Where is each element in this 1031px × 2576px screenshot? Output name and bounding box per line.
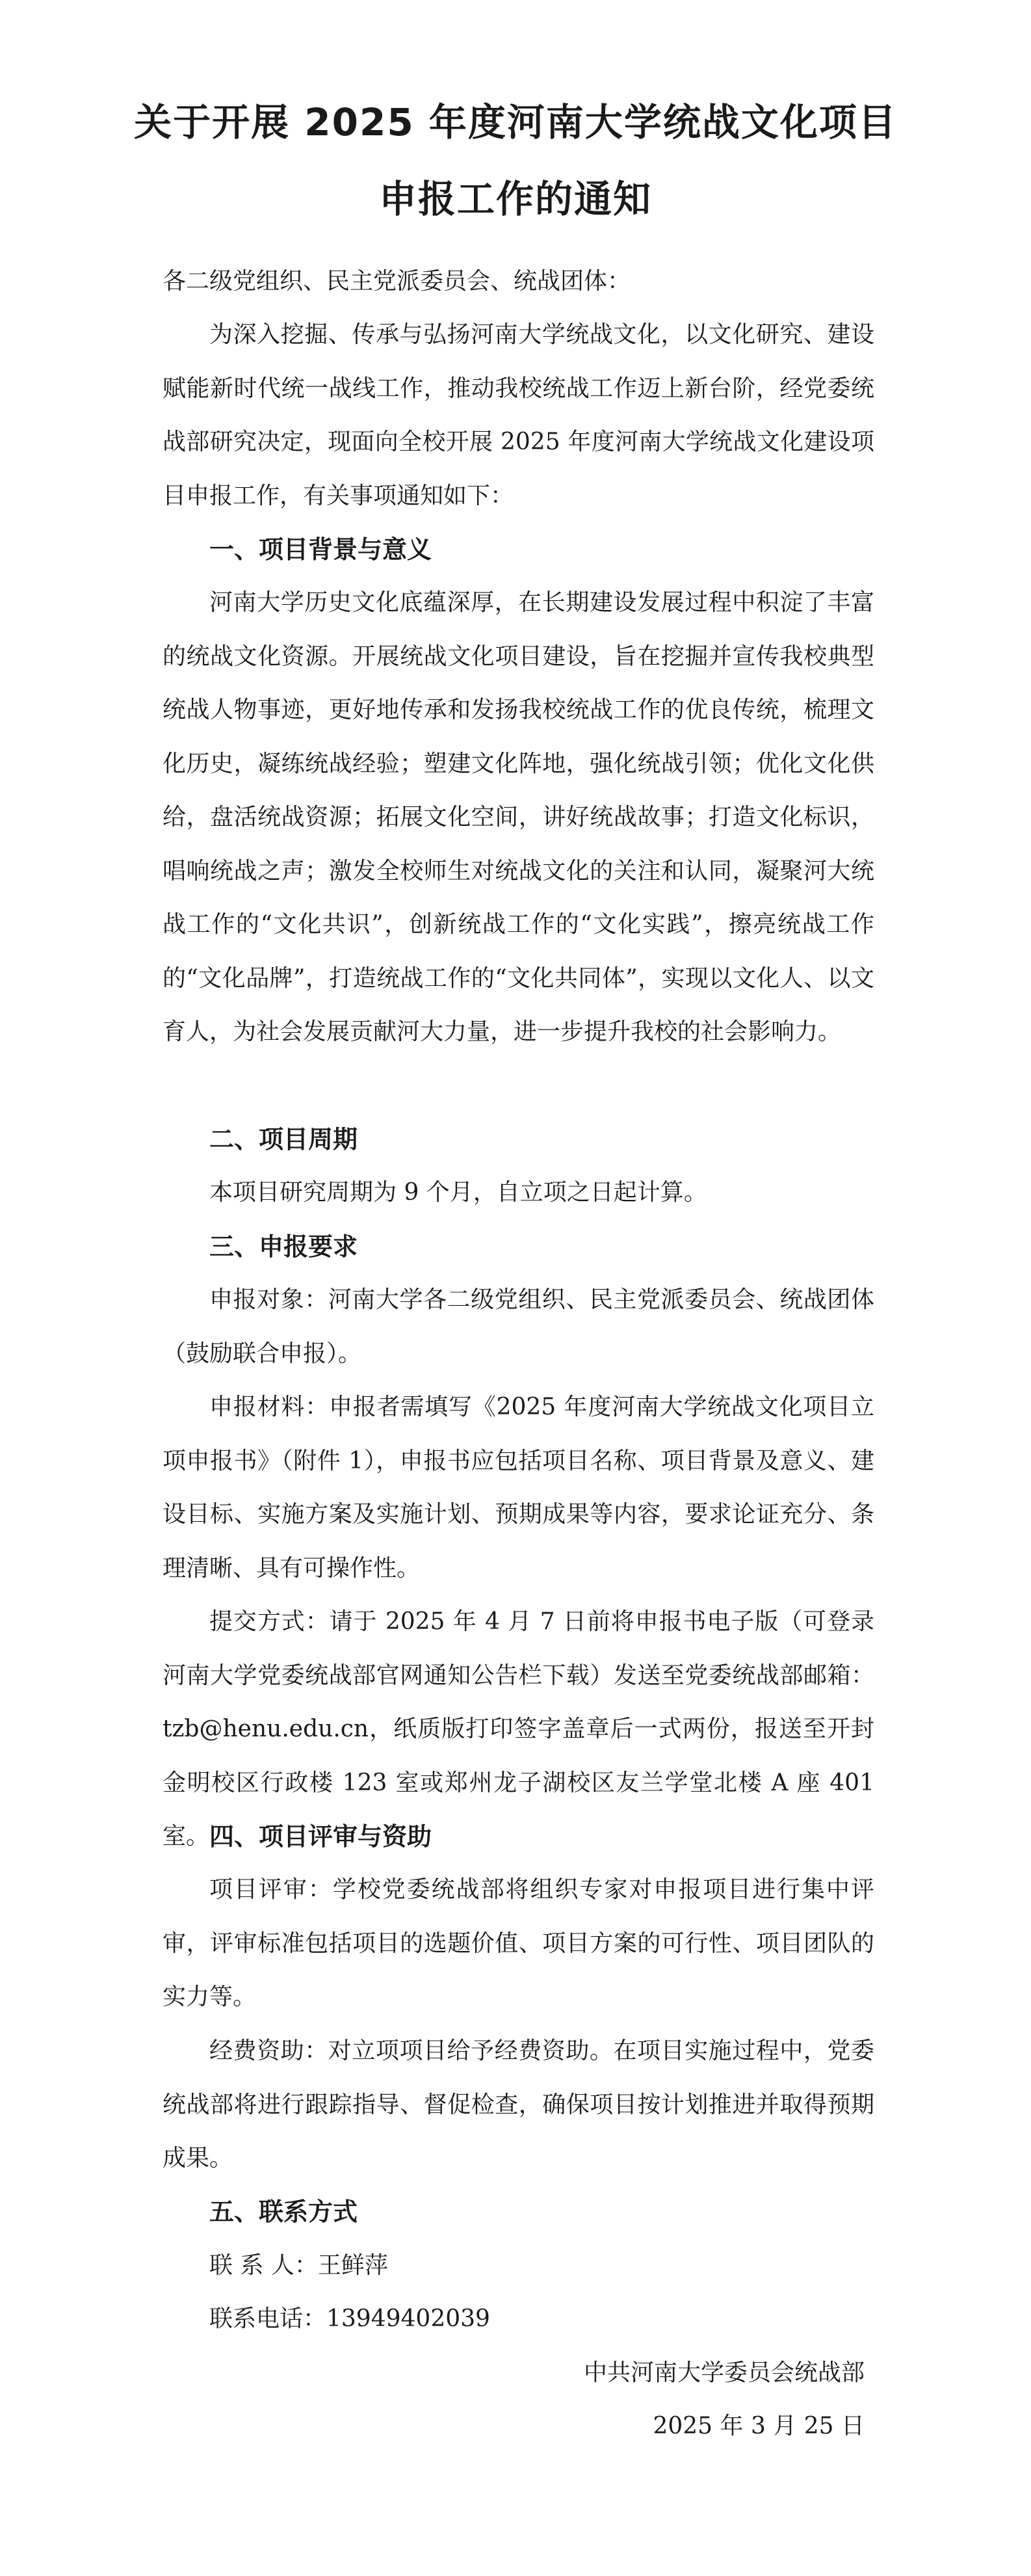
requirements-submission-paragraph: 提交方式：请于 2025 年 4 月 7 日前将申报书电子版（可登录河南大学党委统战部官网通知公告栏下载）发送至党委统战部邮箱：tzb@henu.edu.cn，纸质版打印签字盖章后一式两份，报送至开封金明校区行政楼 123 室或郑州龙子湖校区友兰学堂北楼 A 座 401 室。 [163, 1608, 874, 1850]
document-title-line-2: 申报工作的通知 [378, 177, 652, 221]
document-title-line-1: 关于开展 2025 年度河南大学统战文化项目 [134, 100, 897, 144]
contact-person: 联 系 人：王鲜萍 [209, 2252, 388, 2279]
section-funding-body [163, 2025, 874, 2186]
section-background-body [163, 576, 874, 1059]
section-heading-contact: 五、联系方式 [209, 2198, 358, 2226]
salutation: 各二级党组织、民主党派委员会、统战团体： [163, 268, 631, 295]
signature-date: 2025 年 3 月 25 日 [653, 2413, 865, 2439]
signature-organization: 中共河南大学委员会统战部 [583, 2359, 865, 2386]
requirements-target-paragraph: 申报对象：河南大学各二级党组织、民主党派委员会、统战团体（鼓励联合申报）。 [163, 1286, 874, 1367]
section-heading-review: 四、项目评审与资助 [209, 1822, 432, 1851]
background-paragraph: 河南大学历史文化底蕴深厚，在长期建设发展过程中积淀了丰富的统战文化资源。开展统战文化项目建设，旨在挖掘并宣传我校典型统战人物事迹，更好地传承和发扬我校统战工作的优良传统，梳理文化历史，凝练统战经验；塑建文化阵地，强化统战引领；优化文化供给，盘活统战资源；拓展文化空间，讲好统战故事；打造文化标识，唱响统战之声；激发全校师生对统战文化的关注和认同，凝聚河大统战工作的“文化共识”，创新统战工作的“文化实践”，擦亮统战工作的“文化品牌”，打造统战工作的“文化共同体”，实现以文化人、以文育人，为社会发展贡献河大力量，进一步提升我校的社会影响力。 [163, 589, 874, 1045]
section-requirements-body [163, 1273, 874, 1381]
review-paragraph: 项目评审：学校党委统战部将组织专家对申报项目进行集中评审，评审标准包括项目的选题价值、项目方案的可行性、项目团队的实力等。 [163, 1876, 874, 2010]
contact-phone: 联系电话：13949402039 [209, 2305, 490, 2332]
period-paragraph: 本项目研究周期为 9 个月，自立项之日起计算。 [209, 1179, 707, 1206]
section-review-body [163, 1863, 874, 2025]
intro-paragraph: 为深入挖掘、传承与弘扬河南大学统战文化，以文化研究、建设赋能新时代统一战线工作，推动我校统战工作迈上新台阶，经党委统战部研究决定，现面向全校开展 2025 年度河南大学统战文化建设项目申报工作，有关事项通知如下： [163, 321, 874, 509]
funding-paragraph: 经费资助：对立项项目给予经费资助。在项目实施过程中，党委统战部将进行跟踪指导、督促检查，确保项目按计划推进并取得预期成果。 [163, 2038, 874, 2171]
section-period-body [163, 1166, 874, 1220]
requirements-materials-paragraph: 申报材料：申报者需填写《2025 年度河南大学统战文化项目立项申报书》（附件 1），申报书应包括项目名称、项目背景及意义、建设目标、实施方案及实施计划、预期成果等内容，要求论证充分、条理清晰、具有可操作性。 [163, 1394, 874, 1582]
intro-block [163, 308, 874, 523]
section-requirements-materials [163, 1381, 874, 1595]
section-heading-requirements: 三、申报要求 [209, 1232, 358, 1261]
section-heading-background: 一、项目背景与意义 [209, 535, 432, 564]
section-heading-period: 二、项目周期 [209, 1125, 358, 1154]
